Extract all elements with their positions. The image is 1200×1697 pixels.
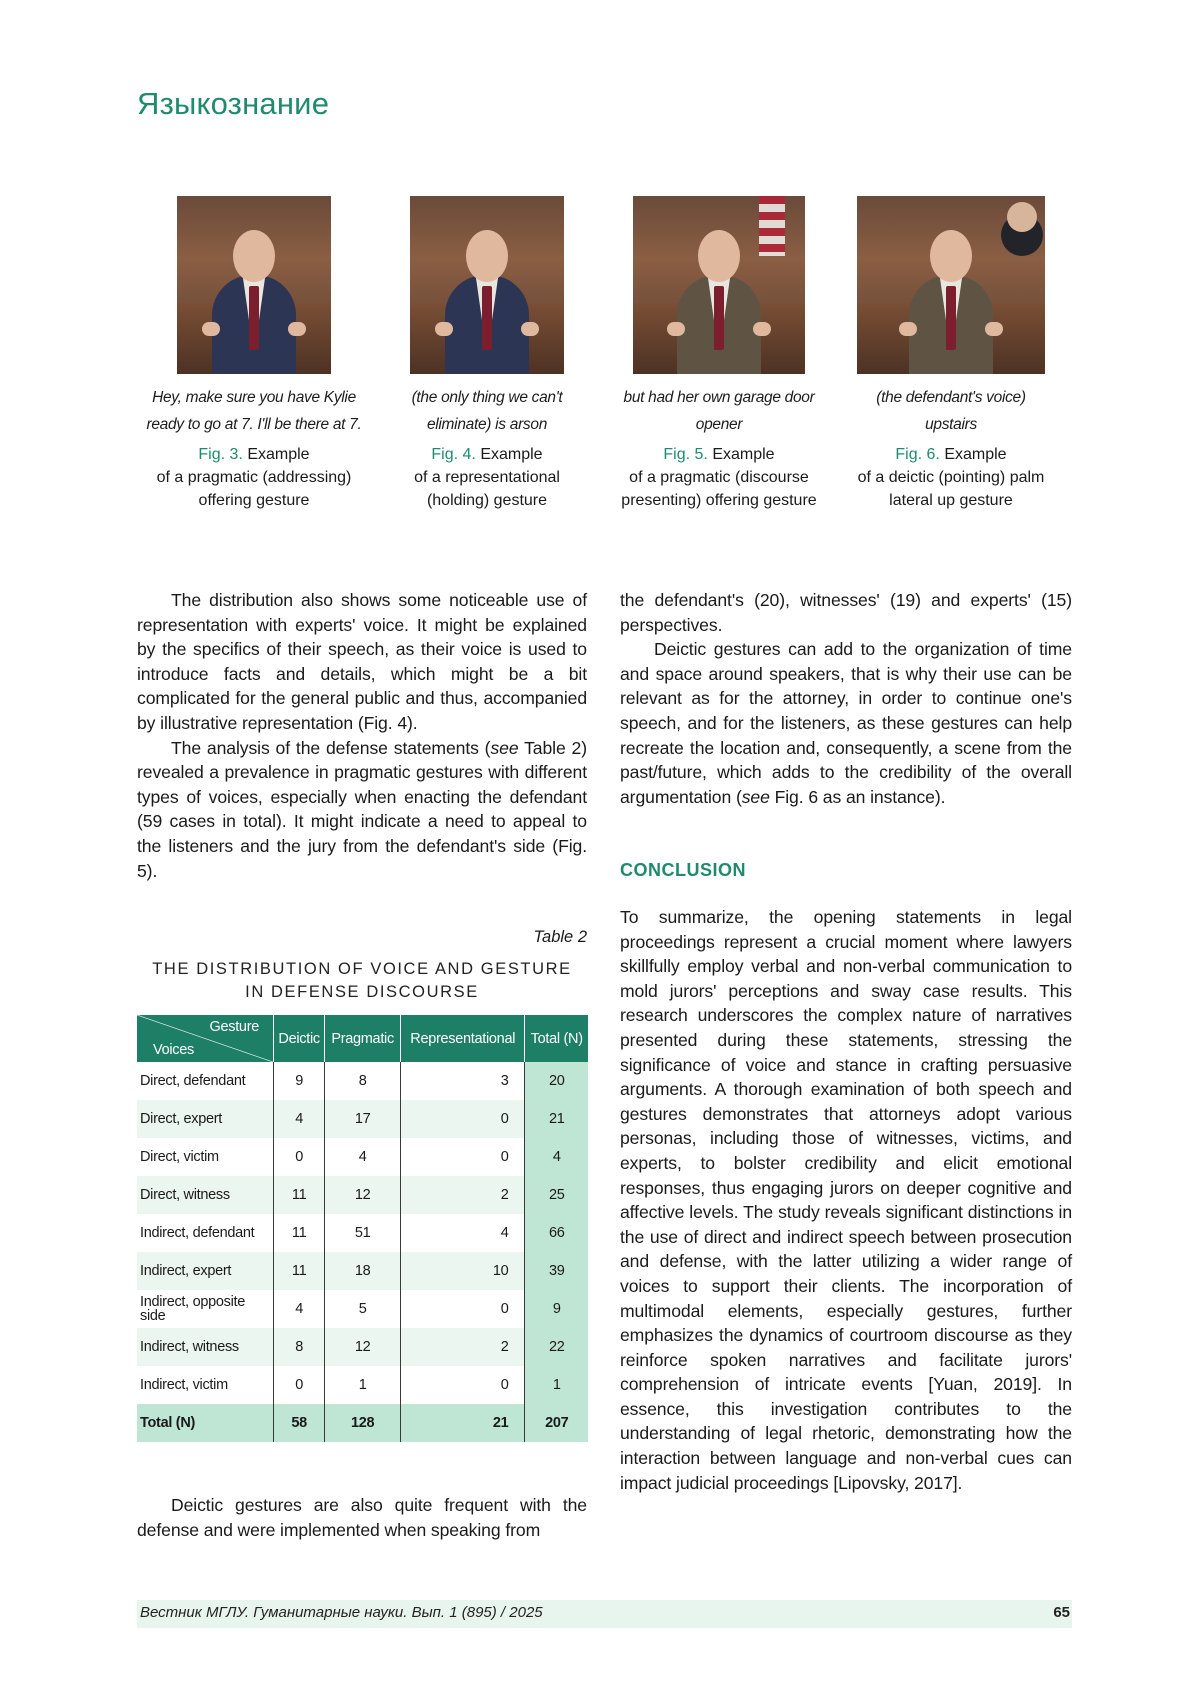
column-header: Total (N)	[525, 1015, 588, 1062]
total-cell: 22	[525, 1328, 588, 1366]
pragmatic-cell: 18	[325, 1252, 401, 1290]
deictic-cell: 11	[274, 1214, 325, 1252]
table-total-row	[137, 1404, 588, 1442]
row-label: Indirect, witness	[137, 1328, 274, 1366]
paragraph: the defendant's (20), witnesses' (19) and experts' (15) perspectives.	[620, 588, 1072, 637]
footer-journal: Вестник МГЛУ. Гуманитарные науки. Вып. 1 (895) / 2025	[140, 1604, 543, 1621]
paragraph: Deictic gestures can add to the organization of time and space around speakers, that is why their use can be relevant as for the attorney, in order to continue one's speech, and for the listeners, as these gestures can help recreate the location and, consequently, a scene from the past/future, which adds to the credibility of the overall argumentation (see Fig. 6 as an instance).	[620, 637, 1072, 809]
representational-cell: 0	[400, 1100, 524, 1138]
figure-6-caption: Fig. 6. Example of a deictic (pointing) palm lateral up gesture	[836, 443, 1066, 512]
column-header: Pragmatic	[325, 1015, 401, 1062]
figure-4-quote: (the only thing we can't eliminate) is arson	[372, 384, 602, 438]
deictic-cell: 4	[274, 1100, 325, 1138]
section-title: Языкознание	[137, 86, 329, 122]
total-cell: 1	[525, 1366, 588, 1404]
paragraph: Deictic gestures are also quite frequent with the defense and were implemented when speaking from	[137, 1493, 587, 1542]
total-cell: 39	[525, 1252, 588, 1290]
table-row	[137, 1214, 588, 1252]
representational-cell: 0	[400, 1290, 524, 1328]
table-header-row	[137, 1015, 588, 1062]
deictic-cell: 9	[274, 1062, 325, 1100]
deictic-cell: 0	[274, 1366, 325, 1404]
row-label: Direct, expert	[137, 1100, 274, 1138]
paragraph: To summarize, the opening statements in legal proceedings represent a crucial moment where lawyers skillfully employ verbal and non-verbal communication to mold jurors' perceptions and sway case results. This research underscores the complex nature of narratives presented during these statements, stressing the significance of voice and stance in crafting persuasive arguments. A thorough examination of both speech and gestures demonstrates that attorneys adopt various personas, including those of witnesses, victims, and experts, to bolster credibility and elicit emotional responses, thus engaging jurors on deeper cognitive and affective levels. The study reveals significant distinctions in the use of direct and indirect speech between prosecution and defense, with the latter utilizing a wider range of voices to support their clients. The incorporation of multimodal elements, especially gestures, further emphasizes the dynamics of courtroom discourse as they reinforce spoken narratives and facilitate jurors' comprehension of intricate events [Yuan, 2019]. In essence, this investigation contributes to the understanding of legal rhetoric, demonstrating how the interaction between language and non-verbal cues can impact judicial proceedings [Lipovsky, 2017].	[620, 905, 1072, 1495]
representational-cell: 10	[400, 1252, 524, 1290]
figure-4	[372, 196, 602, 512]
total-cell: 4	[525, 1138, 588, 1176]
figure-3-photo	[177, 196, 331, 374]
representational-cell: 2	[400, 1176, 524, 1214]
representational-cell: 0	[400, 1366, 524, 1404]
representational-cell: 3	[400, 1062, 524, 1100]
page-number: 65	[1040, 1604, 1070, 1621]
pragmatic-cell: 128	[325, 1404, 401, 1442]
figure-4-photo	[410, 196, 564, 374]
table-row	[137, 1328, 588, 1366]
table-row	[137, 1176, 588, 1214]
table-row	[137, 1062, 588, 1100]
column-header: Representational	[400, 1015, 524, 1062]
deictic-cell: 8	[274, 1328, 325, 1366]
figure-5-photo	[633, 196, 805, 374]
representational-cell: 21	[400, 1404, 524, 1442]
figure-5	[604, 196, 834, 512]
figure-3-quote: Hey, make sure you have Kylie ready to go at 7. I'll be there at 7.	[139, 384, 369, 438]
row-label: Direct, witness	[137, 1176, 274, 1214]
conclusion-text	[620, 905, 1072, 1495]
table-label: Table 2	[137, 928, 587, 947]
pragmatic-cell: 4	[325, 1138, 401, 1176]
figure-4-caption: Fig. 4. Example of a representational (holding) gesture	[372, 443, 602, 512]
table-row	[137, 1100, 588, 1138]
pragmatic-cell: 12	[325, 1176, 401, 1214]
deictic-cell: 11	[274, 1176, 325, 1214]
total-cell: 9	[525, 1290, 588, 1328]
representational-cell: 4	[400, 1214, 524, 1252]
figure-3	[139, 196, 369, 512]
table-row	[137, 1252, 588, 1290]
figure-5-quote: but had her own garage door opener	[604, 384, 834, 438]
pragmatic-cell: 5	[325, 1290, 401, 1328]
pragmatic-cell: 51	[325, 1214, 401, 1252]
figure-3-caption: Fig. 3. Example of a pragmatic (addressing) offering gesture	[139, 443, 369, 512]
table-row	[137, 1366, 588, 1404]
distribution-table	[137, 1015, 588, 1442]
row-label: Indirect, defendant	[137, 1214, 274, 1252]
representational-cell: 2	[400, 1328, 524, 1366]
left-column	[137, 588, 587, 883]
column-header: Deictic	[274, 1015, 325, 1062]
pragmatic-cell: 1	[325, 1366, 401, 1404]
row-label: Total (N)	[137, 1404, 274, 1442]
deictic-cell: 58	[274, 1404, 325, 1442]
table-title: THE DISTRIBUTION OF VOICE AND GESTURE IN DEFENSE DISCOURSE	[137, 958, 587, 1004]
total-cell: 66	[525, 1214, 588, 1252]
pragmatic-cell: 17	[325, 1100, 401, 1138]
total-cell: 207	[525, 1404, 588, 1442]
paragraph: The distribution also shows some noticeable use of representation with experts' voice. It might be explained by the specifics of their speech, as their voice is used to introduce facts and details, which might be a bit complicated for the general public and thus, accompanied by illustrative representation (Fig. 4).	[137, 588, 587, 736]
total-cell: 21	[525, 1100, 588, 1138]
table-row	[137, 1290, 588, 1328]
deictic-cell: 0	[274, 1138, 325, 1176]
figure-5-caption: Fig. 5. Example of a pragmatic (discourse presenting) offering gesture	[604, 443, 834, 512]
figure-6	[836, 196, 1066, 512]
deictic-cell: 11	[274, 1252, 325, 1290]
figure-6-quote: (the defendant's voice) upstairs	[836, 384, 1066, 438]
row-label: Indirect, expert	[137, 1252, 274, 1290]
pragmatic-cell: 12	[325, 1328, 401, 1366]
row-label: Direct, defendant	[137, 1062, 274, 1100]
table-corner-cell: Gesture Voices	[137, 1015, 274, 1062]
table-row	[137, 1138, 588, 1176]
row-label: Direct, victim	[137, 1138, 274, 1176]
representational-cell: 0	[400, 1138, 524, 1176]
total-cell: 20	[525, 1062, 588, 1100]
conclusion-heading: CONCLUSION	[620, 860, 746, 881]
deictic-cell: 4	[274, 1290, 325, 1328]
row-label: Indirect, opposite side	[137, 1290, 274, 1328]
left-column-bottom	[137, 1493, 587, 1542]
row-label: Indirect, victim	[137, 1366, 274, 1404]
total-cell: 25	[525, 1176, 588, 1214]
figure-6-photo	[857, 196, 1045, 374]
paragraph: The analysis of the defense statements (see Table 2) revealed a prevalence in pragmatic gestures with different types of voices, especially when enacting the defendant (59 cases in total). It might indicate a need to appeal to the listeners and the jury from the defendant's side (Fig. 5).	[137, 736, 587, 884]
pragmatic-cell: 8	[325, 1062, 401, 1100]
right-column	[620, 588, 1072, 809]
